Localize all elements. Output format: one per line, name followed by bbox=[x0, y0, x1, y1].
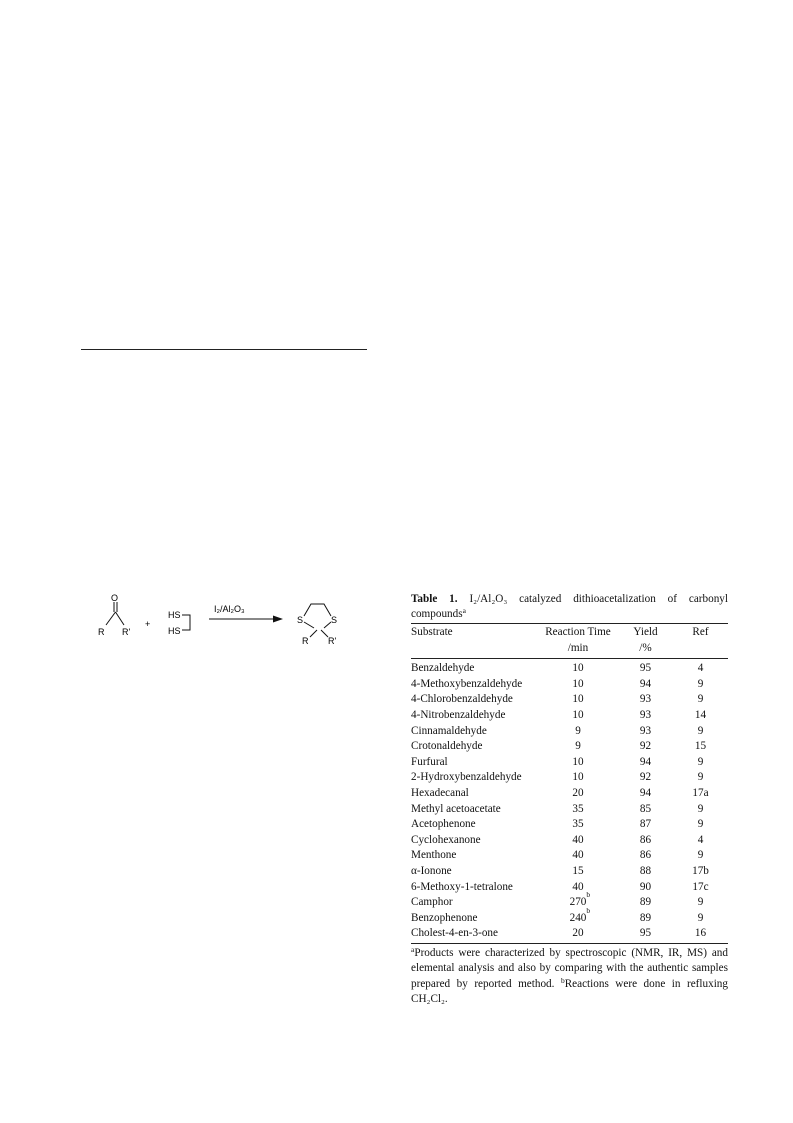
table-footnote bbox=[411, 946, 728, 1008]
reaction-time-value bbox=[572, 677, 583, 693]
reaction-time-value: 270 b bbox=[569, 890, 591, 909]
reaction-time-number: 35 bbox=[572, 802, 584, 815]
reaction-time-number: 9 bbox=[575, 740, 581, 753]
cell-reaction-time bbox=[538, 880, 618, 896]
product-sulfur-left: S bbox=[297, 615, 304, 625]
cell-yield: 94 bbox=[639, 786, 652, 799]
reaction-time-value bbox=[572, 692, 583, 708]
cell-reaction-time bbox=[538, 739, 618, 755]
dithiol-sh-bottom: HS bbox=[168, 626, 181, 636]
cell-yield: 92 bbox=[639, 740, 652, 753]
table-1 bbox=[411, 592, 728, 1008]
cell-reaction-time bbox=[538, 755, 618, 771]
table-row bbox=[411, 755, 728, 771]
reaction-time-number: 40 bbox=[572, 833, 584, 846]
table-row bbox=[411, 770, 728, 786]
cell-reaction-time bbox=[538, 770, 618, 786]
cell-reaction-time bbox=[538, 802, 618, 818]
header-reaction-time: Reaction Time bbox=[538, 624, 618, 641]
reaction-time-number: 10 bbox=[572, 771, 584, 784]
reaction-scheme-drawing bbox=[92, 592, 362, 652]
table-row bbox=[411, 802, 728, 818]
cell-substrate: Benzophenone bbox=[411, 911, 478, 924]
cell-ref: 17c bbox=[692, 880, 709, 893]
reaction-time-value: 240 b bbox=[569, 905, 591, 924]
reaction-time-value bbox=[572, 817, 583, 833]
cell-reaction-time bbox=[538, 659, 618, 677]
section-rule bbox=[81, 349, 367, 350]
reaction-scheme bbox=[92, 592, 362, 657]
reaction-time-value bbox=[572, 661, 583, 677]
cell-ref: 9 bbox=[697, 911, 704, 924]
plus-sign: + bbox=[145, 619, 151, 629]
cell-substrate: Cinnamaldehyde bbox=[411, 724, 487, 737]
table-caption bbox=[411, 592, 728, 622]
header-ref: Ref bbox=[673, 624, 728, 641]
header-yield-unit: /% bbox=[618, 641, 673, 659]
product-bond-r bbox=[310, 630, 317, 637]
reaction-time-number: 40 bbox=[572, 880, 584, 893]
table-row bbox=[411, 659, 728, 677]
results-table bbox=[411, 623, 728, 944]
cell-substrate: Furfural bbox=[411, 755, 448, 768]
table-row bbox=[411, 739, 728, 755]
reaction-time-value bbox=[572, 926, 583, 942]
reaction-time-number: 10 bbox=[572, 677, 584, 690]
table-header-units-row bbox=[411, 641, 728, 659]
cell-ref: 9 bbox=[697, 677, 704, 690]
table-row bbox=[411, 708, 728, 724]
table-row bbox=[411, 895, 728, 911]
cell-substrate: Benzaldehyde bbox=[411, 662, 475, 675]
reaction-time-value bbox=[575, 739, 581, 755]
cell-reaction-time bbox=[538, 786, 618, 802]
cell-substrate: Menthone bbox=[411, 849, 457, 862]
table-row bbox=[411, 817, 728, 833]
cell-yield: 93 bbox=[639, 724, 652, 737]
cell-ref: 4 bbox=[697, 833, 704, 846]
cell-substrate: α-Ionone bbox=[411, 864, 452, 877]
cell-ref: 4 bbox=[697, 662, 704, 675]
cell-ref: 17b bbox=[692, 864, 709, 877]
reaction-time-number: 20 bbox=[572, 927, 584, 940]
footnote-b-text: Reactions were done in refluxing CH₂Cl₂. bbox=[411, 977, 728, 1006]
table-body bbox=[411, 659, 728, 944]
footnote-a-text: Products were characterized by spectroscopic (NMR, IR, MS) and elemental analysis and also by comparing with the authentic samples prepared by reported method. bbox=[411, 946, 728, 990]
reaction-time-number: 10 bbox=[572, 708, 584, 721]
header-substrate: Substrate bbox=[411, 624, 538, 641]
cell-substrate: 4-Methoxybenzaldehyde bbox=[411, 677, 523, 690]
reaction-time-number: 35 bbox=[572, 818, 584, 831]
carbonyl-bond-rprime bbox=[116, 612, 125, 625]
cell-substrate: Camphor bbox=[411, 896, 453, 909]
table-row bbox=[411, 786, 728, 802]
table-row bbox=[411, 880, 728, 896]
cell-yield: 94 bbox=[639, 677, 652, 690]
cell-yield: 94 bbox=[639, 755, 652, 768]
cell-yield: 88 bbox=[639, 864, 652, 877]
cell-ref: 9 bbox=[697, 802, 704, 815]
dithiolane-ring bbox=[304, 622, 314, 628]
cell-yield: 86 bbox=[639, 849, 652, 862]
cell-substrate: Crotonaldehyde bbox=[411, 740, 483, 753]
table-row bbox=[411, 926, 728, 943]
dithiolane-ring bbox=[304, 604, 331, 616]
cell-yield: 95 bbox=[639, 662, 652, 675]
table-row bbox=[411, 911, 728, 927]
cell-substrate: Cholest-4-en-3-one bbox=[411, 926, 538, 943]
reaction-arrowhead bbox=[273, 616, 283, 623]
cell-reaction-time bbox=[538, 708, 618, 724]
cell-yield: 87 bbox=[639, 818, 652, 831]
reaction-time-value bbox=[572, 848, 583, 864]
reaction-time-value bbox=[572, 755, 583, 771]
cell-ref: 14 bbox=[694, 708, 707, 721]
reaction-time-number: 270 bbox=[569, 896, 587, 909]
cell-ref: 9 bbox=[697, 693, 704, 706]
cell-ref: 9 bbox=[697, 771, 704, 784]
cell-reaction-time bbox=[538, 848, 618, 864]
cell-substrate: Methyl acetoacetate bbox=[411, 802, 501, 815]
cell-ref: 9 bbox=[697, 755, 704, 768]
reaction-time-value bbox=[572, 770, 583, 786]
table-caption-footnote-mark: a bbox=[462, 606, 466, 615]
table-row bbox=[411, 864, 728, 880]
cell-yield: 86 bbox=[639, 833, 652, 846]
cell-yield: 92 bbox=[639, 771, 652, 784]
cell-ref: 9 bbox=[697, 724, 704, 737]
carbonyl-oxygen: O bbox=[111, 593, 119, 603]
table-caption-label: Table 1. bbox=[411, 593, 458, 605]
reaction-time-number: 9 bbox=[575, 724, 581, 737]
product-rprime-group: R' bbox=[328, 636, 337, 646]
table-caption-text: I₂/Al₂O₃ catalyzed dithioacetalization of carbonyl compounds bbox=[411, 593, 728, 620]
cell-ref: 16 bbox=[673, 926, 728, 943]
cell-reaction-time bbox=[538, 724, 618, 740]
reaction-time-number: 10 bbox=[572, 662, 584, 675]
cell-ref: 9 bbox=[697, 896, 704, 909]
table-row bbox=[411, 692, 728, 708]
cell-yield: 89 bbox=[639, 911, 652, 924]
cell-yield: 89 bbox=[639, 896, 652, 909]
reaction-time-value bbox=[572, 864, 583, 880]
table-row bbox=[411, 677, 728, 693]
cell-substrate: Hexadecanal bbox=[411, 786, 469, 799]
cell-substrate: 4-Nitrobenzaldehyde bbox=[411, 708, 506, 721]
cell-reaction-time bbox=[538, 890, 618, 911]
cell-substrate: 6-Methoxy-1-tetralone bbox=[411, 880, 513, 893]
header-time-unit: /min bbox=[538, 641, 618, 659]
header-substrate-blank bbox=[411, 641, 538, 659]
dithiol-chain bbox=[182, 615, 190, 630]
reaction-time-number: 10 bbox=[572, 693, 584, 706]
reaction-time-number: 10 bbox=[572, 755, 584, 768]
cell-substrate: Cyclohexanone bbox=[411, 833, 481, 846]
table-header-row bbox=[411, 624, 728, 641]
footnote-b-mark: b bbox=[560, 975, 565, 985]
cell-reaction-time bbox=[538, 905, 618, 927]
cell-reaction-time bbox=[538, 833, 618, 849]
cell-reaction-time bbox=[538, 677, 618, 693]
cell-substrate: 2-Hydroxybenzaldehyde bbox=[411, 771, 522, 784]
cell-substrate: Acetophenone bbox=[411, 818, 476, 831]
cell-ref: 9 bbox=[697, 849, 704, 862]
reaction-time-value bbox=[572, 708, 583, 724]
carbonyl-rprime-group: R' bbox=[122, 627, 131, 637]
carbonyl-r-group: R bbox=[98, 627, 105, 637]
cell-ref: 17a bbox=[692, 786, 709, 799]
cell-yield: 93 bbox=[639, 708, 652, 721]
reaction-time-value bbox=[575, 724, 581, 740]
reaction-time-value bbox=[572, 880, 583, 896]
dithiolane-ring bbox=[324, 622, 331, 628]
product-bond-rprime bbox=[321, 630, 328, 637]
table-row bbox=[411, 848, 728, 864]
reagent-label: I₂/Al₂O₃ bbox=[214, 604, 245, 614]
dithiol-sh-top: HS bbox=[168, 610, 181, 620]
cell-reaction-time bbox=[538, 864, 618, 880]
cell-ref: 15 bbox=[694, 740, 707, 753]
header-yield: Yield bbox=[618, 624, 673, 641]
cell-yield: 93 bbox=[639, 693, 652, 706]
product-r-group: R bbox=[302, 636, 309, 646]
header-ref-blank bbox=[673, 641, 728, 659]
cell-yield: 85 bbox=[639, 802, 652, 815]
reaction-time-value bbox=[572, 833, 583, 849]
reaction-time-number: 240 bbox=[569, 911, 587, 924]
table-row bbox=[411, 833, 728, 849]
cell-reaction-time bbox=[538, 926, 618, 943]
reaction-time-number: 15 bbox=[572, 864, 584, 877]
reaction-time-number: 40 bbox=[572, 849, 584, 862]
cell-reaction-time bbox=[538, 692, 618, 708]
cell-yield: 95 bbox=[618, 926, 673, 943]
reaction-time-value bbox=[572, 786, 583, 802]
footnote-a-mark: a bbox=[411, 944, 415, 954]
product-sulfur-right: S bbox=[331, 615, 338, 625]
carbonyl-bond-r bbox=[106, 612, 116, 625]
table-row bbox=[411, 724, 728, 740]
cell-ref: 9 bbox=[697, 818, 704, 831]
cell-yield: 90 bbox=[639, 880, 652, 893]
cell-substrate: 4-Chlorobenzaldehyde bbox=[411, 693, 513, 706]
cell-reaction-time bbox=[538, 817, 618, 833]
reaction-time-number: 20 bbox=[572, 786, 584, 799]
reaction-time-value bbox=[572, 802, 583, 818]
